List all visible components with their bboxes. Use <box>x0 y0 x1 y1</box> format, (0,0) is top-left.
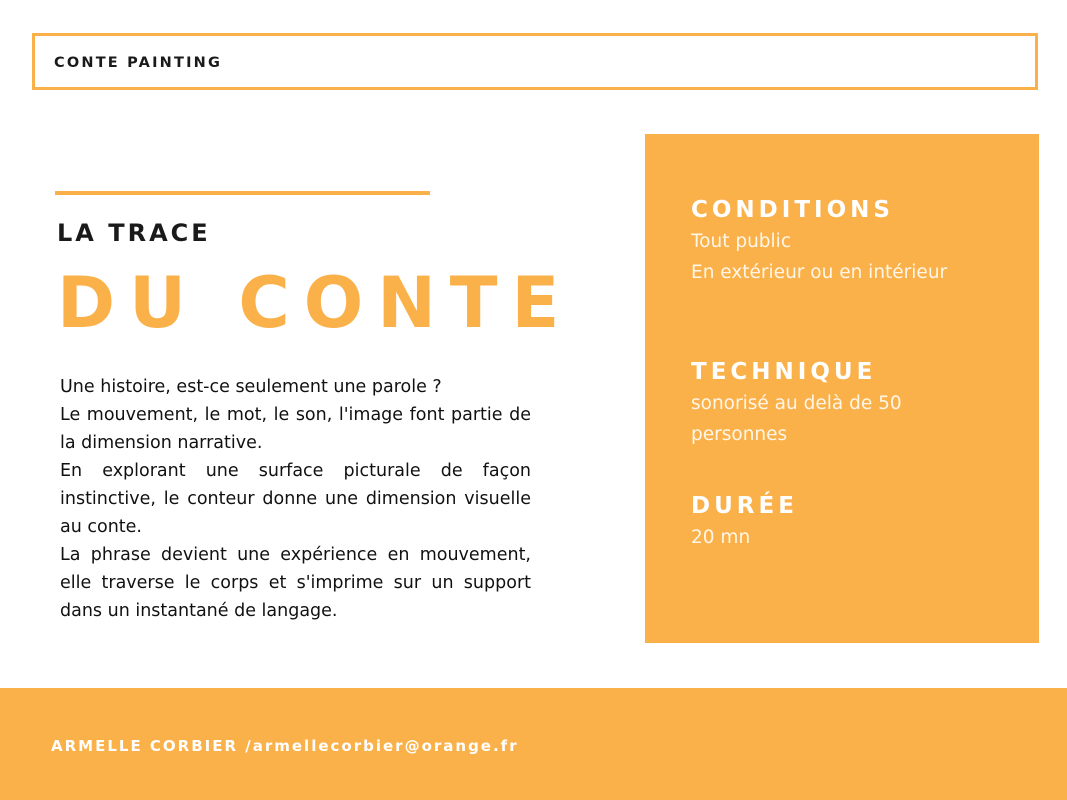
conditions-heading: CONDITIONS <box>691 197 894 223</box>
technique-heading: TECHNIQUE <box>691 359 877 385</box>
conditions-line: En extérieur ou en intérieur <box>691 262 948 283</box>
duree-section <box>691 490 1021 553</box>
subtitle: LA TRACE <box>57 219 211 247</box>
body-text <box>60 373 531 625</box>
header-box <box>32 33 1038 90</box>
body-paragraph: Une histoire, est-ce seulement une parole ? <box>60 377 442 397</box>
body-paragraph: Le mouvement, le mot, le son, l'image font partie de la dimension narrative. <box>60 405 531 453</box>
technique-line: sonorisé au delà de 50 <box>691 393 902 414</box>
technique-line: personnes <box>691 424 788 445</box>
duree-line: 20 mn <box>691 527 751 548</box>
accent-divider <box>55 191 430 195</box>
duree-heading: DURÉE <box>691 493 798 519</box>
conditions-section <box>691 194 1021 288</box>
footer <box>0 688 1067 800</box>
technique-section <box>691 356 1021 450</box>
header-title: CONTE PAINTING <box>54 55 223 71</box>
body-paragraph: En explorant une surface picturale de façon instinctive, le conteur donne une dimension visuelle au conte. <box>60 461 531 537</box>
conditions-line: Tout public <box>691 231 791 252</box>
footer-contact: ARMELLE CORBIER /armellecorbier@orange.fr <box>51 737 519 755</box>
page-title: DU CONTE <box>57 262 574 344</box>
body-paragraph: La phrase devient une expérience en mouvement, elle traverse le corps et s'imprime sur un support dans un instantané de langage. <box>60 545 531 621</box>
info-panel <box>645 134 1039 643</box>
